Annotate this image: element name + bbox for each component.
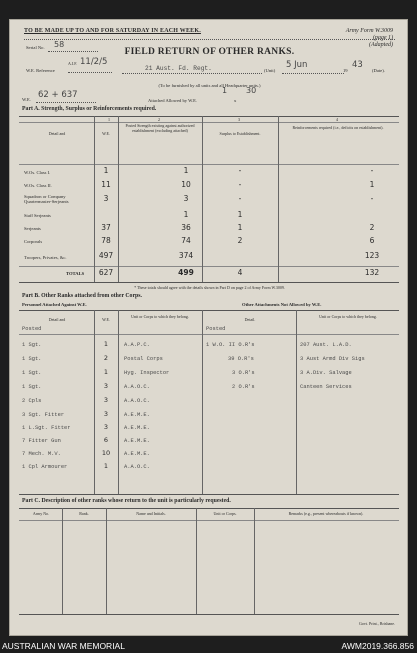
attached-we: 3 — [103, 410, 109, 418]
row-we-wo2: 11 — [101, 180, 111, 189]
part-c-col-army-no: Army No. — [32, 511, 50, 516]
attached-unit: A.A.P.C. — [124, 342, 150, 348]
printer-imprint: Govt. Print., Brisbane. — [359, 621, 395, 626]
attached-detail: 1 Sgt. — [22, 370, 42, 376]
part-b-right-heading: Other Attachments Not Allowed by W.E. — [242, 302, 322, 307]
totals-label: TOTALS — [66, 271, 85, 276]
attached-detail: 1 Cpl Armourer — [22, 464, 68, 470]
row-posted-staff-sjt: 1 — [183, 210, 189, 219]
attached-unit: A.A.O.C. — [124, 464, 150, 470]
row-posted-wo2: 10 — [181, 180, 191, 189]
we-label: W.E. — [22, 97, 32, 102]
row-we-corporals: 78 — [101, 236, 111, 245]
part-b-col-we: W.E. — [102, 317, 110, 322]
row-surplus-staff-sjt: 1 — [237, 210, 243, 219]
row-reinf-wo2: 1 — [369, 180, 375, 189]
part-b-col-detail: Detail and — [48, 317, 66, 322]
serial-value: 58 — [54, 40, 65, 49]
col-detail-heading: Detail and — [48, 131, 66, 136]
furnish-note: (To be furnished by all units and all Headquarter units.) — [158, 83, 261, 88]
row-label-wo2: W.Os. Class II. — [24, 183, 52, 188]
posted-stamp-left: Posted — [22, 326, 42, 332]
date-day: 5 Jun — [286, 60, 308, 70]
row-reinf-wo1: - — [370, 166, 374, 175]
col-number-1: 1 — [108, 117, 110, 122]
attached-unit: Postal Corps — [124, 356, 163, 362]
date-year-prefix: 19 — [343, 68, 348, 73]
row-we-wo1: 1 — [103, 166, 109, 175]
attached-we: 1 — [103, 462, 109, 470]
row-label-corporals: Corporals — [24, 239, 43, 244]
attached-detail: 1 Sgt. — [22, 384, 42, 390]
attached-detail: 1 Sgt. — [22, 342, 42, 348]
total-we: 627 — [98, 268, 114, 277]
total-reinf: 132 — [364, 268, 380, 277]
archive-accession-number: AWM2019.366.856 — [341, 641, 414, 651]
attached-we: 3 — [103, 382, 109, 390]
attached-we: 10 — [101, 449, 111, 457]
row-we-serjeants: 37 — [101, 223, 111, 232]
we-reference-value: 11/2/5 — [80, 57, 108, 67]
attached-detail: 1 Sgt. — [22, 356, 42, 362]
part-b-col-detail-2: Detail. — [244, 317, 256, 322]
part-c-title: Part C. Description of other ranks whose return to the unit is particularly requested. — [22, 498, 231, 504]
other-attachment-detail: 1 W.O. II O.R's — [206, 342, 255, 348]
row-label-staff-sjt: Staff Serjeants — [24, 213, 51, 218]
part-c-col-name: Name and Initials. — [136, 511, 166, 516]
attached-we: 1 — [103, 340, 109, 348]
row-label-wo1: W.Os. Class I. — [24, 170, 51, 175]
attached-unit: A.E.M.E. — [124, 425, 150, 431]
form-sheet — [9, 19, 408, 636]
weekly-notice: TO BE MADE UP TO AND FOR SATURDAY IN EACH WEEK. — [24, 28, 201, 34]
attached-unit: A.A.O.C. — [124, 384, 150, 390]
attached-x: x — [234, 98, 237, 103]
form-title: FIELD RETURN OF OTHER RANKS. — [124, 47, 295, 57]
row-reinf-corporals: 6 — [369, 236, 375, 245]
part-c-col-rank: Rank. — [79, 511, 89, 516]
row-surplus-serjeants: 1 — [237, 223, 243, 232]
row-label-serjeants: Serjeants — [24, 226, 41, 231]
other-attachment-unit: 207 Aust. L.A.D. — [300, 342, 352, 348]
part-b-left-heading: Personnel Attached Against W.E. — [22, 302, 87, 307]
date-label: (Date). — [372, 68, 385, 73]
attached-unit: A.E.M.E. — [124, 451, 150, 457]
col-reinforcements-heading: Reinforcements required (i.e., deficits on establishment). — [292, 125, 384, 130]
form-number: Army Form W.3009 — [345, 28, 393, 34]
attached-b: 30 — [246, 86, 257, 95]
row-surplus-corporals: 2 — [237, 236, 243, 245]
posted-stamp-right: Posted — [206, 326, 226, 332]
col-posted-heading: Posted Strength existing against authorized establishment (excluding attached) — [125, 123, 195, 133]
attached-a: 1 — [222, 86, 228, 95]
row-reinf-cqms: - — [370, 194, 374, 203]
row-label-troopers: Troopers, Privates, &c. — [24, 255, 67, 260]
total-surplus: 4 — [237, 268, 243, 277]
part-c-col-remarks: Remarks (e.g., present whereabouts if known). — [288, 511, 364, 516]
part-b-col-unit-2: Unit or Corps to which they belong. — [319, 314, 377, 319]
row-reinf-troopers: 123 — [364, 251, 380, 260]
we-value: 62 + 637 — [38, 90, 78, 100]
attached-detail: 3 Sgt. Fitter — [22, 412, 65, 418]
attached-detail: 2 Cpls — [22, 398, 42, 404]
row-we-cqms: 3 — [103, 194, 109, 203]
unit-value: 21 Aust. Fd. Regt. — [145, 65, 212, 72]
archive-credit: AUSTRALIAN WAR MEMORIAL — [2, 641, 125, 651]
row-posted-cqms: 3 — [183, 194, 189, 203]
part-b-title: Part B. Other Ranks attached from other Corps. — [22, 293, 142, 299]
attached-unit: A.A.O.C. — [124, 398, 150, 404]
row-surplus-wo2: - — [238, 180, 242, 189]
part-b-col-unit: Unit or Corps to which they belong. — [131, 314, 189, 319]
row-surplus-wo1: - — [238, 166, 242, 175]
other-attachment-unit: Canteen Services — [300, 384, 352, 390]
attached-we: 3 — [103, 423, 109, 431]
row-posted-serjeants: 36 — [181, 223, 191, 232]
other-attachment-unit: 3 A.Div. Salvage — [300, 370, 352, 376]
attached-we: 1 — [103, 368, 109, 376]
attached-we: 6 — [103, 436, 109, 444]
part-a-title: Part A. Strength, Surplus or Reinforcements required. — [22, 106, 157, 112]
other-attachment-detail: 2 O.R's — [232, 384, 255, 390]
col-we-heading: W.E. — [102, 131, 110, 136]
we-reference-label: W.E. Reference — [26, 68, 55, 73]
attached-we: 3 — [103, 396, 109, 404]
form-adapted: (Adapted) — [369, 42, 393, 48]
row-reinf-serjeants: 2 — [369, 223, 375, 232]
row-we-troopers: 497 — [98, 251, 114, 260]
row-label-cqms: Squadron or Company Quartermaster-Serjeants — [24, 194, 69, 204]
attached-unit: A.E.M.E. — [124, 412, 150, 418]
col-number-2: 2 — [158, 117, 160, 122]
col-number-4: 4 — [336, 117, 338, 122]
other-attachment-unit: 3 Aust Armd Div Sigs — [300, 356, 365, 362]
part-c-col-unit: Unit or Corps. — [213, 511, 237, 516]
row-posted-corporals: 74 — [181, 236, 191, 245]
row-posted-wo1: 1 — [183, 166, 189, 175]
col-number-3: 3 — [238, 117, 240, 122]
attached-detail: 7 Mech. M.V. — [22, 451, 61, 457]
aif-label: A.I.F. — [68, 61, 78, 66]
total-posted: 499 — [178, 268, 194, 277]
row-posted-troopers: 374 — [178, 251, 194, 260]
attached-detail: 1 L.Sgt. Fitter — [22, 425, 71, 431]
attached-detail: 7 Fitter Gun — [22, 438, 61, 444]
other-attachment-detail: 3 O.R's — [232, 370, 255, 376]
date-year: 43 — [352, 60, 363, 70]
unit-label: (Unit) — [264, 68, 276, 73]
part-a-footnote: * These totals should agree with the details shown in Part D on page 2 of Army Form W.3009. — [134, 285, 285, 290]
row-surplus-cqms: - — [238, 194, 242, 203]
attached-unit: Hyg. Inspector — [124, 370, 170, 376]
col-surplus-heading: Surplus to Establishment. — [219, 131, 261, 136]
attached-label: Attached Allowed by W.E. — [148, 98, 198, 103]
attached-we: 2 — [103, 354, 109, 362]
serial-label: Serial No. — [26, 45, 45, 50]
other-attachment-detail: 39 O.R's — [228, 356, 254, 362]
attached-unit: A.E.M.E. — [124, 438, 150, 444]
form-page: (page 1) — [372, 35, 393, 41]
